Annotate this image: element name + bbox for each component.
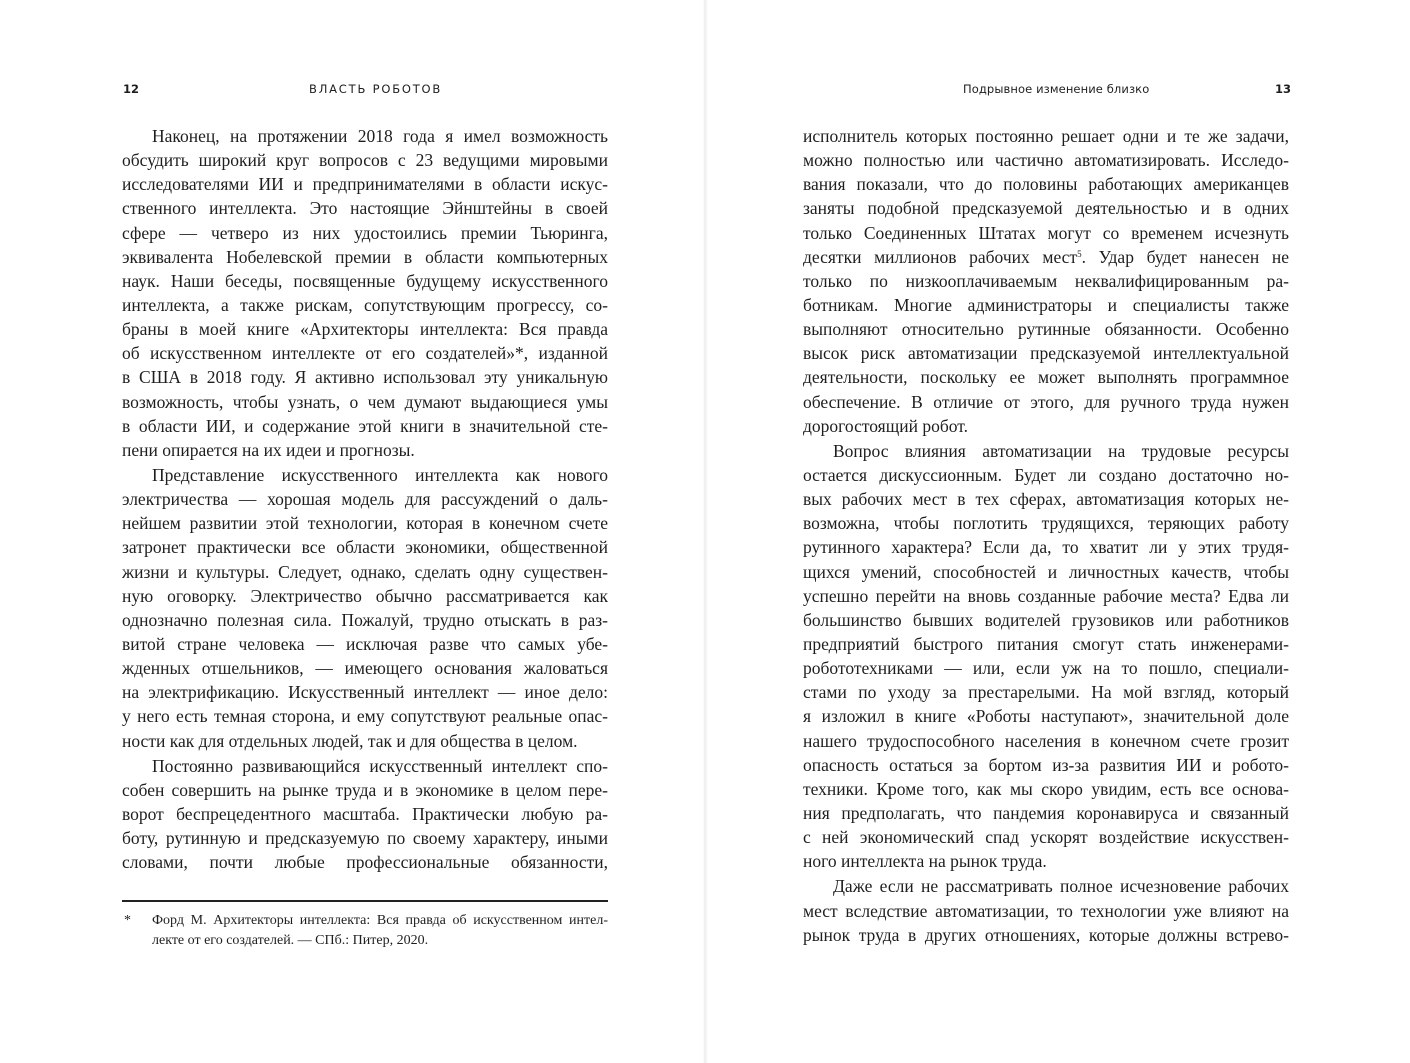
text-line: интеллекта, а также рискам, сопутствующим прогрессу, со- <box>122 294 608 315</box>
text-line: исполнитель которых постоянно решает одни и те же задачи, <box>803 126 1289 146</box>
text-line: витой стране человека — исключая разве что самых убе- <box>122 633 608 654</box>
text-line: Вопрос влияния автоматизации на трудовые ресурсы <box>833 440 1289 461</box>
text-line: выполняют относительно рутинные обязанности. Особенно <box>803 319 1289 340</box>
body-text <box>803 124 1289 947</box>
text-line: эквивалента Нобелевской премии в области компьютерных <box>122 246 608 267</box>
text-line: рынок труда в других отношениях, которые должны встрево- <box>803 924 1289 945</box>
text-line: словами, почти любые профессиональные обязанности, <box>122 852 608 873</box>
text-line: обсудить широкий круг вопросов с 23 ведущими мировыми <box>122 150 608 171</box>
text-line: робототехниками — или, если уж на то пошло, специали- <box>803 658 1289 679</box>
text-line: на электрификацию. Искусственный интеллект — иное дело: <box>122 682 608 703</box>
footnote-line: Форд М. Архитекторы интеллекта: Вся правда об искусственном интел- <box>152 913 608 928</box>
body-text <box>122 124 608 874</box>
text-line: обеспечение. В отличие от этого, для ручного труда нужен <box>803 391 1289 412</box>
text-line: ного интеллекта на рынок труда. <box>803 851 1047 872</box>
text-line: наук. Наши беседы, посвященные будущему искусственного <box>122 270 608 291</box>
footnote <box>122 911 608 951</box>
text-line: щихся умений, способностей и личностных качеств, чтобы <box>803 561 1289 582</box>
text-line: Представление искусственного интеллекта как нового <box>152 464 608 485</box>
text-line: собен совершить на рынке труда и в экономике в целом пере- <box>122 779 608 800</box>
text-line: возможность, чтобы узнать, о чем думают выдающиеся умы <box>122 391 608 412</box>
line-text: десятки миллионов рабочих мест <box>803 246 1078 267</box>
text-line: ворот беспрецедентного масштаба. Практически любую ра- <box>122 803 608 824</box>
text-line: мест вследствие автоматизации, то технологии уже влияют на <box>803 900 1289 921</box>
left-page <box>0 0 703 1063</box>
running-head: ВЛАСТЬ РОБОТОВ <box>309 82 443 96</box>
text-line: пени опирается на их идеи и прогнозы. <box>122 439 415 460</box>
text-line: нашего трудоспособного населения в конечном счете грозит <box>803 730 1289 751</box>
text-line: большинство бывших водителей грузовиков или работников <box>803 609 1289 630</box>
text-line <box>803 245 1289 269</box>
text-line: жизни и культуры. Следует, однако, сделать одну существен- <box>122 561 608 582</box>
text-line: стами по уходу за престарелыми. На мой взгляд, который <box>803 682 1289 703</box>
text-line: однозначно полезная сила. Пожалуй, трудно отыскать в раз- <box>122 609 608 630</box>
text-line: об искусственном интеллекте от его создателей»*, изданной <box>122 343 608 364</box>
text-line: опасность остаться за бортом из-за развития ИИ и робото- <box>803 754 1289 775</box>
text-line: дорогостоящий робот. <box>803 415 968 436</box>
text-line: деятельности, поскольку ее может выполнять программное <box>803 367 1289 388</box>
text-line: Даже если не рассматривать полное исчезновение рабочих <box>833 876 1289 897</box>
text-line: ную оговорку. Электричество обычно рассматривается как <box>122 585 608 606</box>
text-line: успешно перейти на вновь созданные рабочие места? Едва ли <box>803 585 1289 606</box>
text-line: только Соединенных Штатах могут со временем исчезнуть <box>803 222 1289 243</box>
text-line: у него есть темная сторона, и ему сопутствуют реальные опас- <box>122 706 608 727</box>
footnote-line: лекте от его создателей. — СПб.: Питер, 2020. <box>152 933 429 948</box>
text-line: предприятий быстрого питания смогут стать инженерами- <box>803 633 1289 654</box>
text-line: Наконец, на протяжении 2018 года я имел возможность <box>152 126 608 146</box>
text-line: исследователями ИИ и предпринимателями в области искус- <box>122 174 608 195</box>
text-line: нейшем развитии этой технологии, которая в конечном счете <box>122 513 608 534</box>
text-line: вания показали, что до половины работающих американцев <box>803 174 1289 195</box>
footnote-rule <box>122 900 608 902</box>
text-line: ботникам. Многие администраторы и специалисты также <box>803 294 1289 315</box>
text-line: в области ИИ, и содержание этой книги в значительной сте- <box>122 415 608 436</box>
line-text: . Удар будет нанесен не <box>1081 246 1289 267</box>
text-line: боту, рутинную и предсказуемую по своему характеру, иными <box>122 828 608 849</box>
text-line: Постоянно развивающийся искусственный интеллект спо- <box>152 755 608 776</box>
text-line: жденных отшельников, — имеющего основания жаловаться <box>122 658 608 679</box>
running-head: Подрывное изменение близко <box>963 82 1150 96</box>
text-line: рутинного характера? Если да, то хватит ли у этих трудя- <box>803 537 1289 558</box>
page-number: 12 <box>123 82 140 96</box>
text-line: с ней экономический спад ускорят воздействие искусствен- <box>803 827 1289 848</box>
text-line: техники. Кроме того, как мы скоро увидим, есть все основа- <box>803 778 1289 799</box>
endnote-ref[interactable]: 5 <box>1077 248 1082 259</box>
text-line: затронет практически все области экономики, общественной <box>122 537 608 558</box>
text-line: высок риск автоматизации предсказуемой интеллектуальной <box>803 343 1289 364</box>
text-line: заняты подобной предсказуемой деятельностью и в одних <box>803 198 1289 219</box>
right-page <box>708 0 1410 1063</box>
text-line: остается дискуссионным. Будет ли создано достаточно но- <box>803 464 1289 485</box>
text-line: в США в 2018 году. Я активно использовал эту уникальную <box>122 367 608 388</box>
text-line: вых рабочих мест в тех сферах, автоматизация которых не- <box>803 489 1289 510</box>
text-line: браны в моей книге «Архитекторы интеллекта: Вся правда <box>122 319 608 340</box>
text-line: возможна, чтобы поглотить трудящихся, теряющих работу <box>803 513 1289 534</box>
text-line: ности как для отдельных людей, так и для общества в целом. <box>122 730 578 751</box>
footnote-marker: * <box>124 913 131 928</box>
page-number: 13 <box>1275 82 1292 96</box>
text-line: можно полностью или частично автоматизировать. Исследо- <box>803 150 1289 171</box>
text-line: я изложил в книге «Роботы наступают», значительной доле <box>803 706 1289 727</box>
text-line: только по низкооплачиваемым неквалифицированным ра- <box>803 270 1289 291</box>
text-line: ния предполагать, что пандемия коронавируса и связанный <box>803 802 1289 823</box>
text-line: электричества — хорошая модель для рассуждений о даль- <box>122 489 608 510</box>
text-line: сфере — четверо из них удостоились премии Тьюринга, <box>122 222 608 243</box>
text-line: ственного интеллекта. Это настоящие Эйнштейны в своей <box>122 198 608 219</box>
